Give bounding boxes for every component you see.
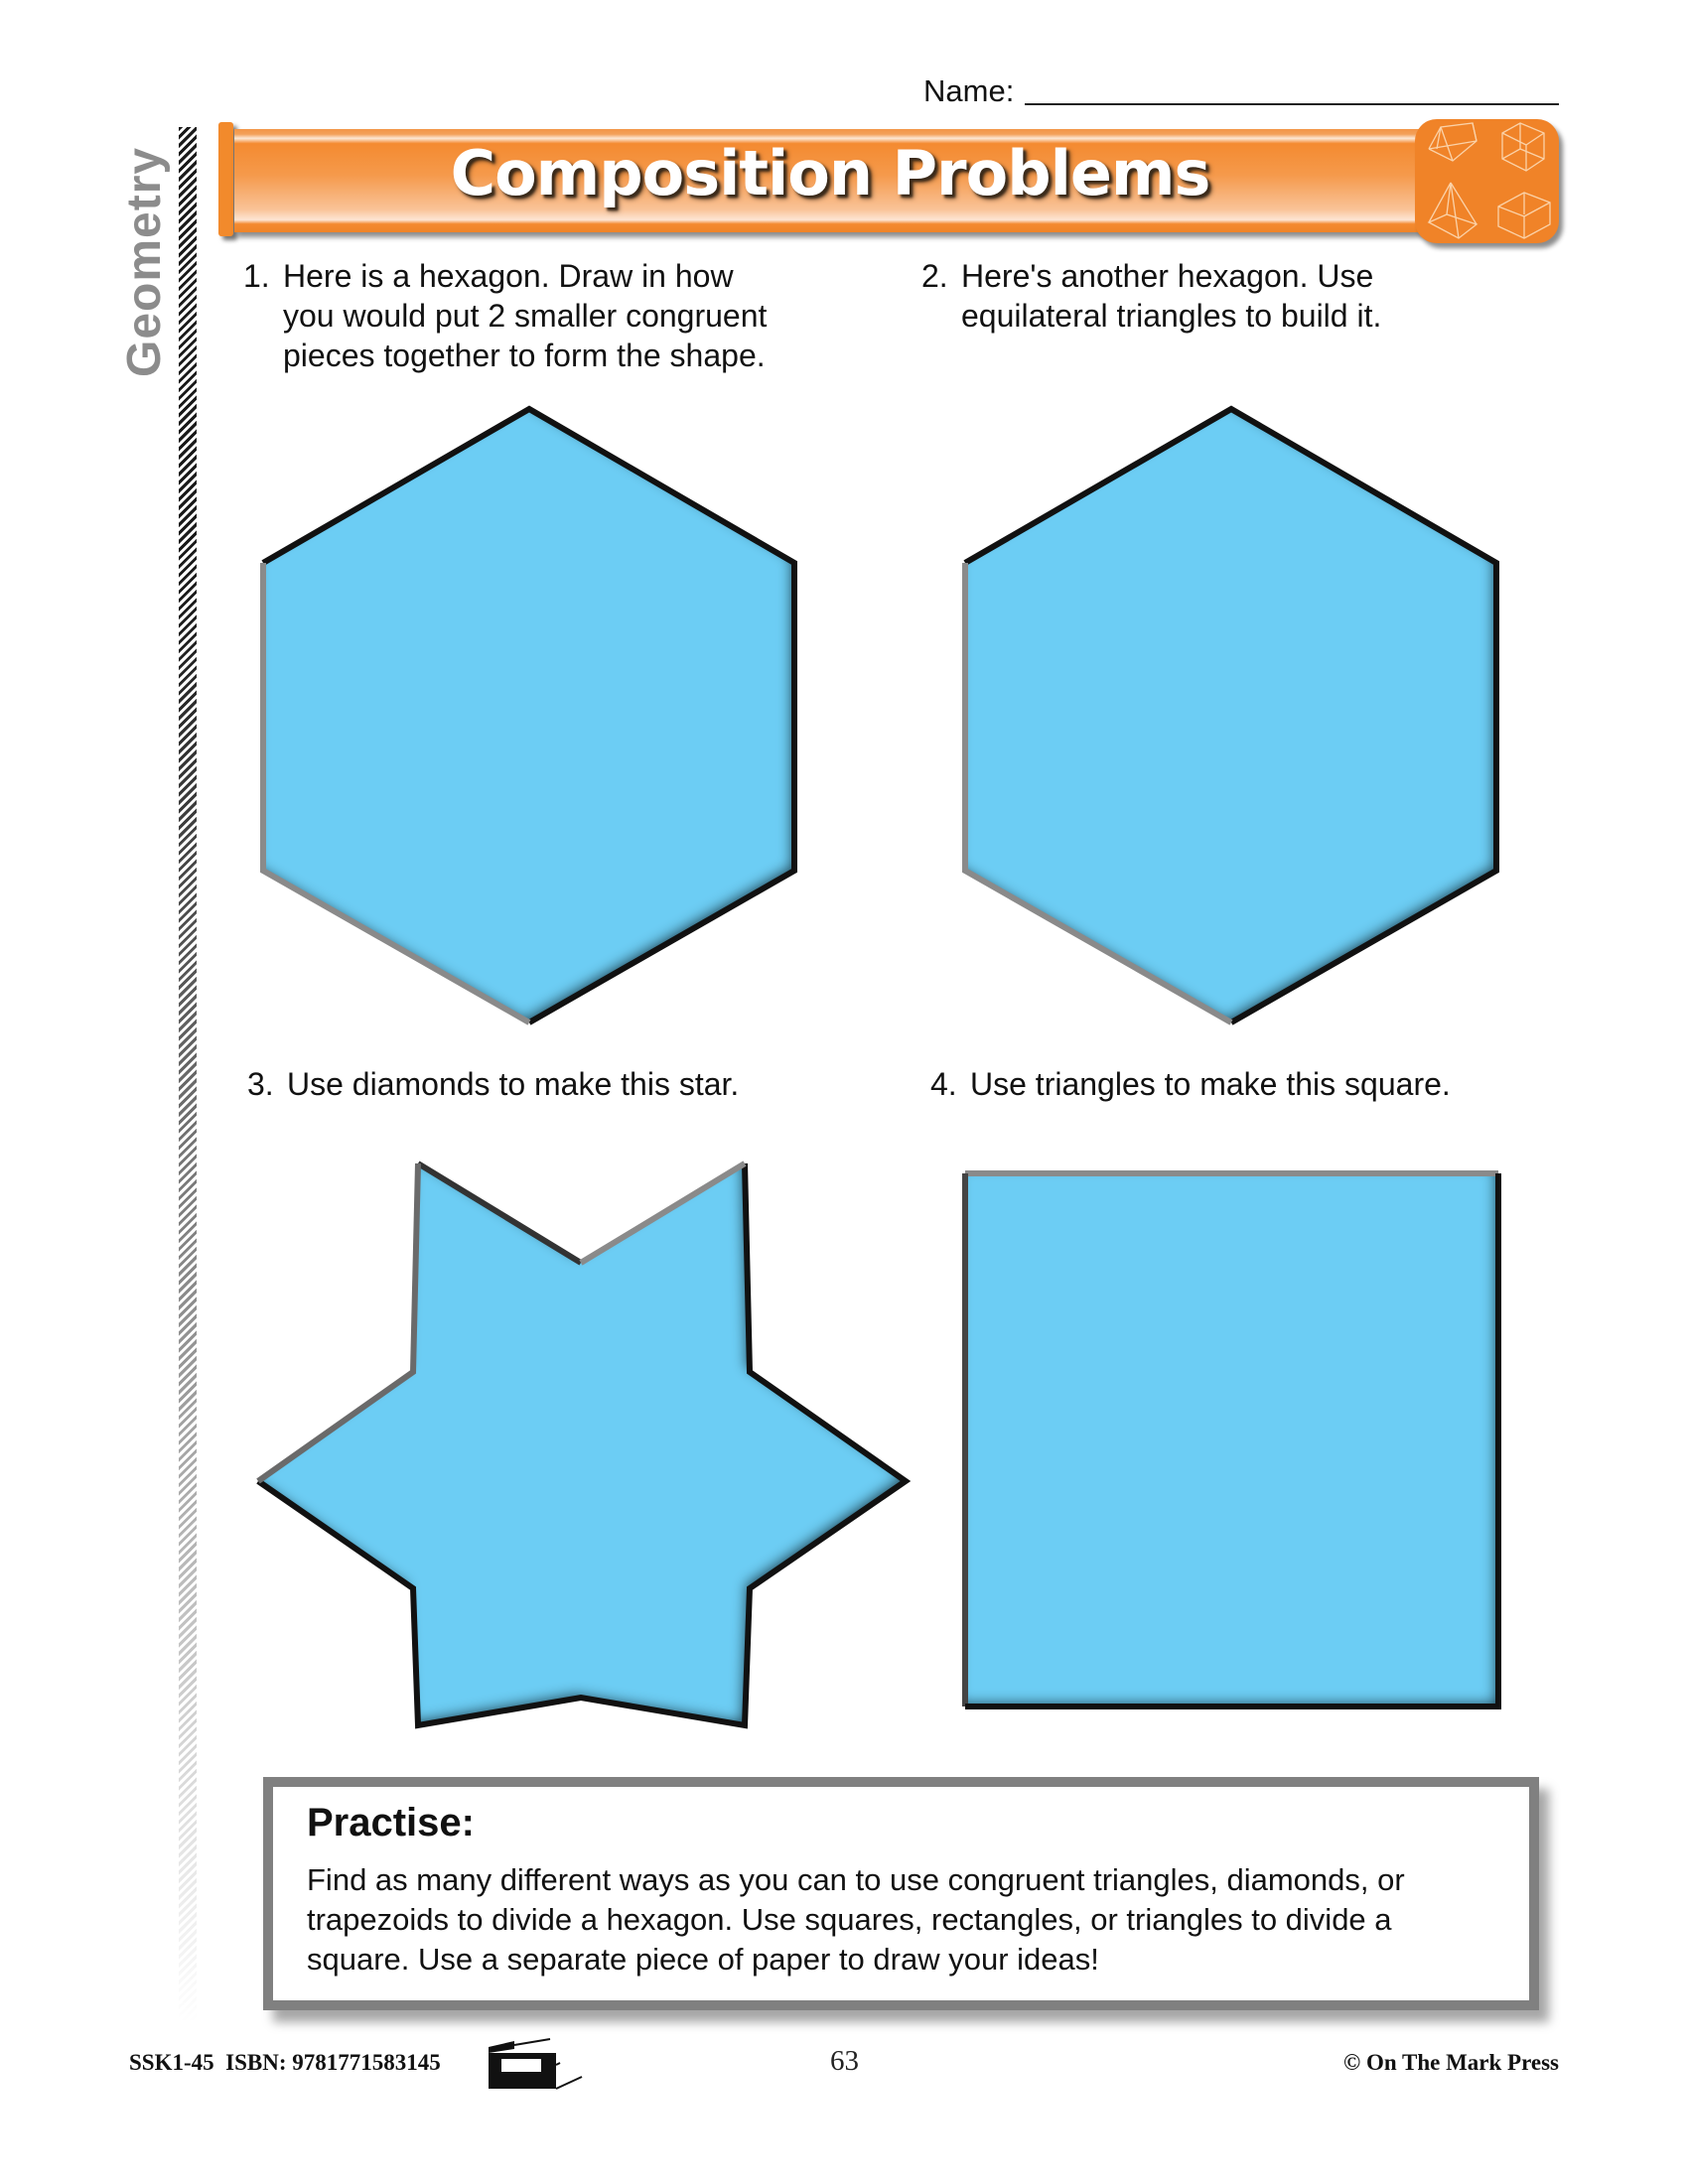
geometry-solids-badge [1415, 119, 1559, 243]
square[interactable] [953, 1163, 1511, 1719]
question-text-line: Use triangles to make this square. [970, 1066, 1451, 1102]
question-number: 1. [243, 258, 270, 294]
practise-title: Practise: [307, 1801, 475, 1844]
name-input-line[interactable] [1025, 103, 1559, 105]
photocopier-icon [487, 2037, 586, 2092]
footer-copyright: © On The Mark Press [1343, 2050, 1559, 2075]
banner-left-cap [218, 122, 233, 236]
pyramid-icon [1429, 183, 1477, 238]
triangular-prism-icon [1429, 123, 1477, 161]
question-4 [930, 1064, 1451, 1104]
practise-text-line: Find as many different ways as you can to use congruent triangles, diamonds, or [307, 1862, 1405, 1897]
name-label: Name: [923, 73, 1015, 108]
hatched-margin-stripe [179, 127, 197, 2023]
hexagon-2[interactable] [953, 399, 1509, 1034]
footer-code-isbn: SSK1-45 ISBN: 9781771583145 [129, 2050, 441, 2075]
question-number: 4. [930, 1066, 957, 1102]
rectangular-box-icon [1498, 193, 1550, 238]
question-number: 3. [247, 1066, 274, 1102]
section-label: Geometry [118, 146, 171, 377]
question-1 [243, 256, 839, 375]
question-text-line: equilateral triangles to build it. [961, 298, 1382, 334]
page-number: 63 [830, 2045, 859, 2077]
question-number: 2. [921, 258, 948, 294]
practise-body [307, 1860, 1518, 1979]
page-title: Composition Problems [450, 137, 1210, 209]
practise-text-line: trapezoids to divide a hexagon. Use squares, rectangles, or triangles to divide a [307, 1902, 1392, 1937]
hexagon-1[interactable] [253, 399, 809, 1034]
question-text-line: you would put 2 smaller congruent [283, 298, 768, 334]
question-2 [921, 256, 1517, 336]
six-pointed-star[interactable] [248, 1152, 914, 1737]
practise-text-line: square. Use a separate piece of paper to draw your ideas! [307, 1942, 1099, 1977]
question-text-line: pieces together to form the shape. [283, 338, 766, 373]
question-text-line: Use diamonds to make this star. [287, 1066, 740, 1102]
question-text-line: Here's another hexagon. Use [961, 258, 1374, 294]
cube-icon [1502, 123, 1544, 171]
question-text-line: Here is a hexagon. Draw in how [283, 258, 734, 294]
question-3 [247, 1064, 739, 1104]
